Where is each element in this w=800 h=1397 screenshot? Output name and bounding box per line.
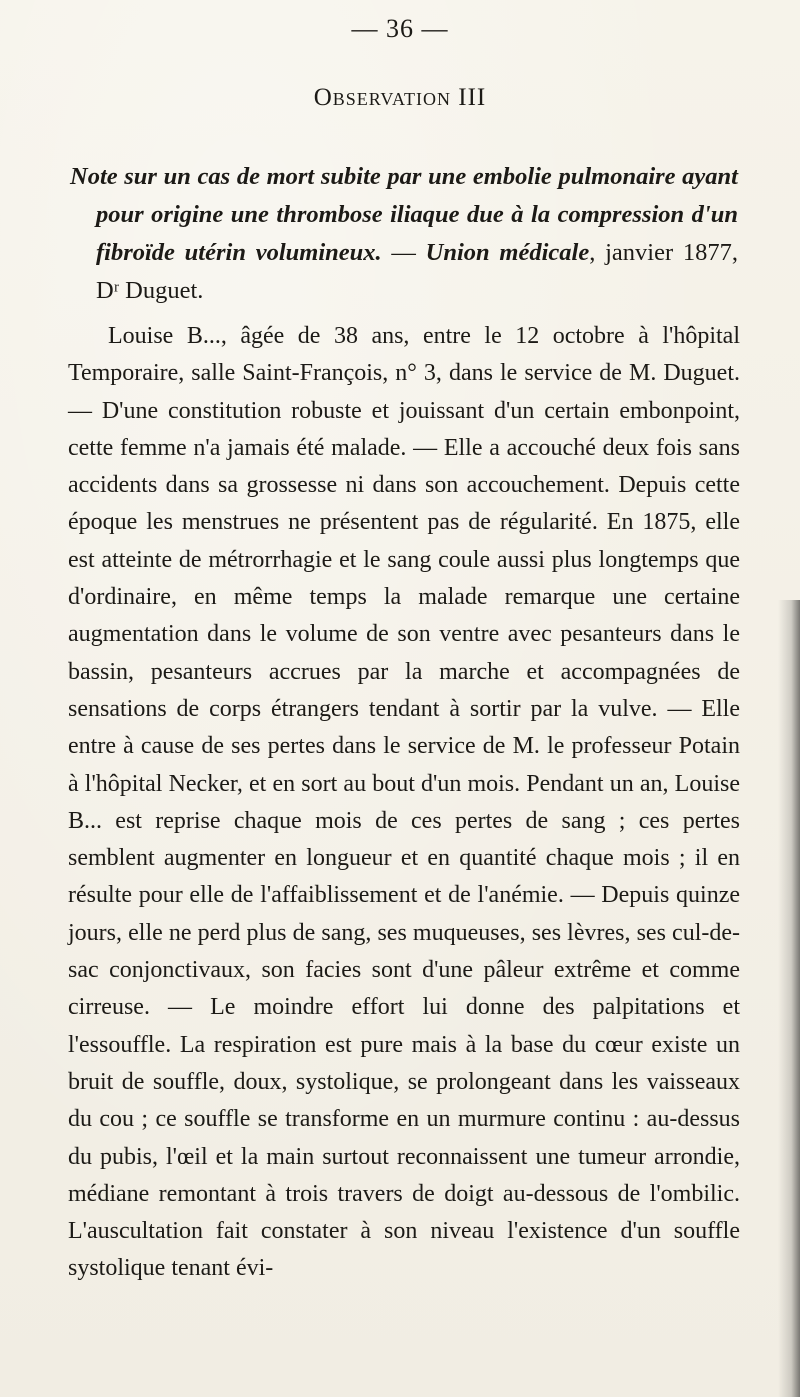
note-journal: Union médicale: [425, 239, 590, 266]
note-separator: —: [381, 239, 426, 266]
note-title: Note sur un cas de mort subite par une embolie pulmonaire ayant pour origine une thrombose iliaque due à la compression d'un fibroïde utérin volumineux.: [70, 163, 738, 266]
bibliographic-note: [70, 158, 738, 310]
note-details: , janvier 1877, Dʳ Duguet.: [96, 239, 738, 304]
observation-paragraph: Louise B..., âgée de 38 ans, entre le 12 octobre à l'hôpital Temporaire, salle Saint-François, n° 3, dans le service de M. Duguet. — D'une constitution robuste et jouissant d'un certain embonpoint, cette femme n'a jamais été malade. — Elle a accouché deux fois sans accidents dans sa grossesse ni dans son accouchement. Depuis cette époque les menstrues ne présentent pas de régularité. En 1875, elle est atteinte de métrorrhagie et le sang coule aussi plus longtemps que d'ordinaire, en même temps la malade remarque une certaine augmentation dans le volume de son ventre avec pesanteurs dans le bassin, pesanteurs accrues par la marche et accompagnées de sensations de corps étrangers tendant à sortir par la vulve. — Elle entre à cause de ses pertes dans le service de M. le professeur Potain à l'hôpital Necker, et en sort au bout d'un mois. Pendant un an, Louise B... est reprise chaque mois de ces pertes de sang ; ces pertes semblent augmenter en longueur et en quantité chaque mois ; il en résulte pour elle de l'affaiblissement et de l'anémie. — Depuis quinze jours, elle ne perd plus de sang, ses muqueuses, ses lèvres, ses cul-de-sac conjonctivaux, son facies sont d'une pâleur extrême et comme cirreuse. — Le moindre effort lui donne des palpitations et l'essouffle. La respiration est pure mais à la base du cœur existe un bruit de souffle, doux, systolique, se prolongeant dans les vaisseaux du cou ; ce souffle se transforme en un murmure continu : au-dessus du pubis, l'œil et la main surtout reconnaissent une tumeur arrondie, médiane remontant à trois travers de doigt au-dessous de l'ombilic. L'auscultation fait constater à son niveau l'existence d'un souffle systolique tenant évi-: [68, 323, 740, 1282]
page-number: — 36 —: [351, 14, 449, 43]
observation-heading: Observation III: [313, 84, 487, 111]
binding-shadow: [778, 600, 800, 1397]
